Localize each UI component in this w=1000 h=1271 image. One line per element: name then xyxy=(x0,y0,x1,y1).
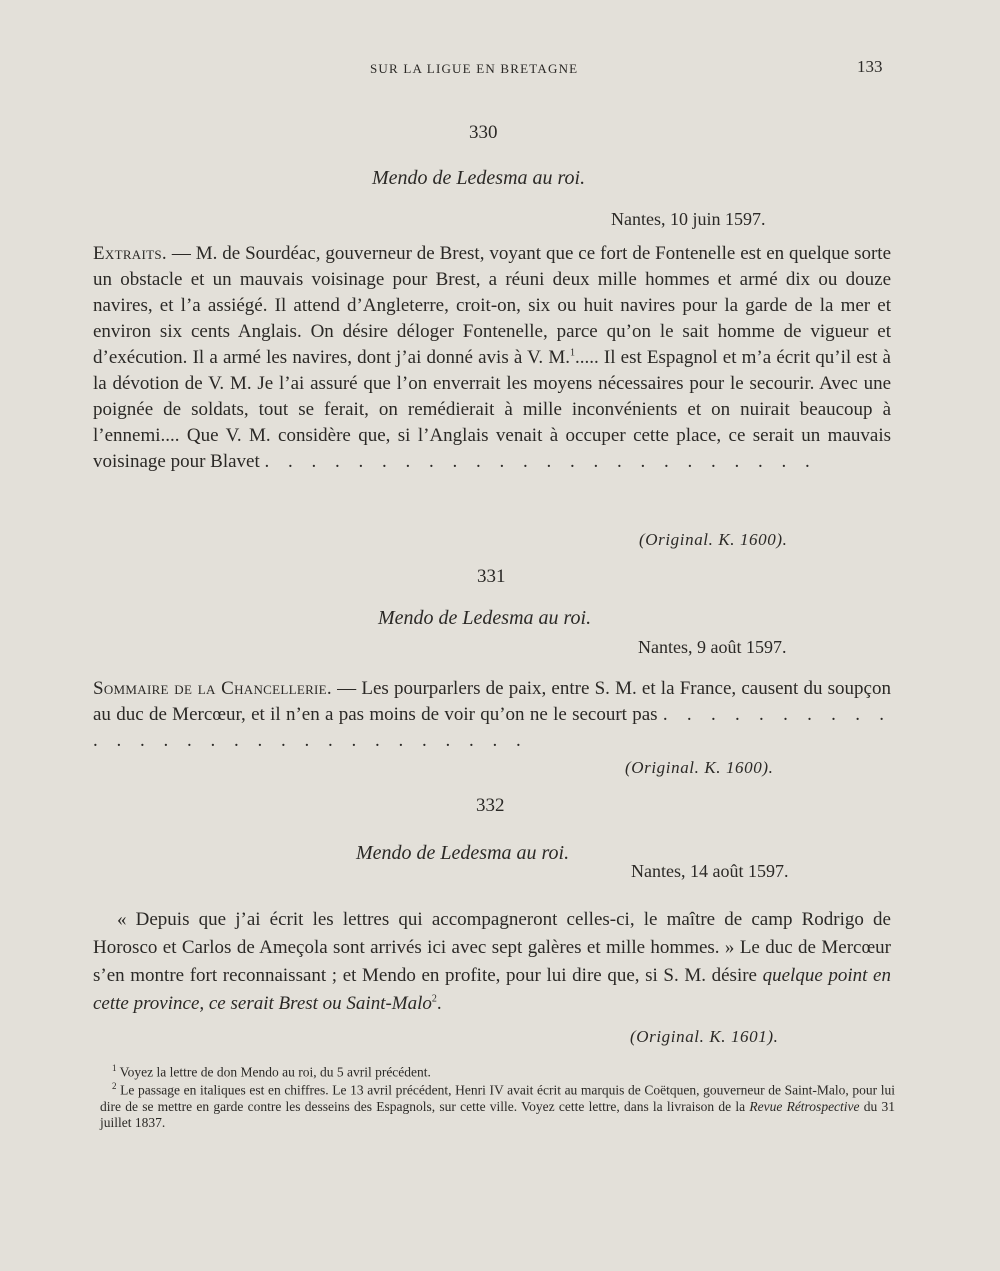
letter-lead: Sommaire de la Chancellerie. xyxy=(93,678,332,699)
running-head: SUR LA LIGUE EN BRETAGNE xyxy=(370,61,579,76)
letter-dateline: Nantes, 10 juin 1597. xyxy=(611,209,766,229)
letter-text-continued: ..... Il est Espagnol et m’a écrit qu’il est à la dévotion de V. M. Je l’ai assuré que l’on enverrait les moyens nécessaires pour le secourir. Avec une poignée de soldats, tout se ferait, on remédierait à mille inconvénients et on nuirait beaucoup à l’ennemi.... Que V. M. considère que, si l’Anglais venait à occuper cette place, ce serait un mauvais voisinage pour Blavet xyxy=(93,347,891,472)
ellipsis-dots: . . . . . . . . . . . . . . . . . . . . . . . . xyxy=(264,451,817,472)
letter-number: 330 xyxy=(469,122,498,143)
footnote-ref: 2 xyxy=(431,993,437,1005)
letter-title: Mendo de Ledesma au roi. xyxy=(372,167,586,189)
ellipsis-dots: . . . . . . . . . . . . . . . . . . . . . . . . . . . . . xyxy=(93,704,892,751)
letter-title: Mendo de Ledesma au roi. xyxy=(356,842,570,864)
letter-text: — Les pourparlers de paix, entre S. M. et la France, causent du soupçon au duc de Mercœur, et il n’en a pas moins de voir qu’on ne le secourt pas xyxy=(93,678,891,725)
cipher-passage: quelque point en cette province, ce serait Brest ou Saint-Malo xyxy=(93,965,891,1014)
footnote-mark: 2 xyxy=(112,1081,117,1091)
letter-number: 332 xyxy=(476,795,505,816)
footnote xyxy=(100,1078,895,1131)
source-reference: (Original. K. 1601). xyxy=(630,1027,779,1046)
letter-body xyxy=(93,241,891,475)
letter-dateline: Nantes, 14 août 1597. xyxy=(631,861,789,881)
letter-text: « Depuis que j’ai écrit les lettres qui accompagneront celles-ci, le maître de camp Rodrigo de Horosco et Carlos de Ameçola sont arrivés ici avec sept galères et mille hommes. » Le duc de Mercœur s’en montre fort reconnaissant ; et Mendo en profite, pour lui dire que, si S. M. désire xyxy=(93,909,891,986)
letter-dateline: Nantes, 9 août 1597. xyxy=(638,637,787,657)
letter-body xyxy=(93,906,891,1018)
footnote-text-end: du 31 juillet 1837. xyxy=(100,1098,896,1130)
page-number: 133 xyxy=(857,57,883,76)
footnote-ref: 1 xyxy=(569,347,575,359)
letter-title: Mendo de Ledesma au roi. xyxy=(378,607,592,629)
letter-body xyxy=(93,676,891,754)
footnote-text: Le passage en italiques est en chiffres. Le 13 avril précédent, Henri IV avait écrit au marquis de Coëtquen, gouverneur de Saint-Malo, pour lui dire de se mettre en garde contre les desseins des Espagnols, sur cette ville. Voyez cette lettre, dans la livraison de la xyxy=(100,1082,895,1114)
footnote-mark: 1 xyxy=(112,1063,117,1073)
letter-text-end: . xyxy=(436,993,442,1014)
letter-lead: Extraits. xyxy=(93,243,167,264)
source-reference: (Original. K. 1600). xyxy=(639,530,788,549)
letter-number: 331 xyxy=(477,566,506,587)
letter-text: — M. de Sourdéac, gouverneur de Brest, voyant que ce fort de Fontenelle est en quelque sorte un obstacle et un mauvais voisinage pour Brest, a réuni deux mille hommes et armé dix ou douze navires, et l’a assiégé. Il attend d’Angleterre, croit-on, six ou huit navires pour la garde de la mer et environ six cents Anglais. On désire déloger Fontenelle, parce qu’on le sait homme de vigueur et d’exécution. Il a armé les navires, dont j’ai donné avis à V. M. xyxy=(93,243,891,368)
footnote-journal-title: Revue Rétrospective xyxy=(749,1098,860,1114)
source-reference: (Original. K. 1600). xyxy=(625,758,774,777)
footnote-text: Voyez la lettre de don Mendo au roi, du 5 avril précédent. xyxy=(119,1064,431,1080)
